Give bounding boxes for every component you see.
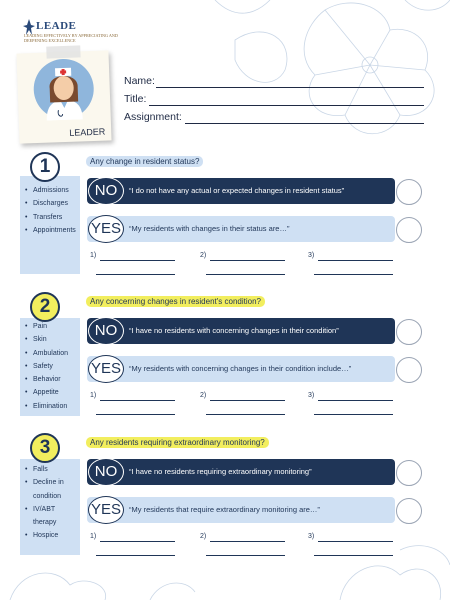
blank-line[interactable]	[96, 414, 175, 415]
blank-label: 2)	[200, 252, 207, 259]
hibiscus-decoration-icon	[175, 0, 450, 140]
yes-option[interactable]	[87, 356, 395, 382]
yes-option[interactable]	[87, 216, 395, 242]
section-question: Any residents requiring extraordinary monitoring?	[86, 437, 269, 448]
yes-checkbox[interactable]	[396, 217, 422, 243]
no-checkbox[interactable]	[396, 460, 422, 486]
yes-checkbox[interactable]	[396, 357, 422, 383]
section-2	[0, 290, 450, 420]
section-side-panel	[20, 176, 80, 274]
section-question: Any concerning changes in resident's condition?	[86, 296, 265, 307]
no-pill: NO	[88, 177, 124, 205]
name-field[interactable]	[156, 87, 424, 88]
list-item: • Decline in condition	[25, 476, 75, 503]
yes-statement: “My residents with changes in their status are…”	[129, 224, 290, 233]
blank-line[interactable]	[314, 274, 393, 275]
leader-card	[16, 50, 111, 143]
list-item: • Behavior	[25, 373, 68, 386]
list-item: • Ambulation	[25, 347, 68, 360]
section-number: 3	[30, 433, 60, 463]
yes-checkbox[interactable]	[396, 498, 422, 524]
blank-line[interactable]	[210, 260, 285, 261]
logo	[22, 18, 142, 52]
no-statement: “I do not have any actual or expected changes in resident status”	[129, 186, 345, 195]
section-number: 1	[30, 152, 60, 182]
no-statement: “I have no residents requiring extraordinary monitoring”	[129, 467, 312, 476]
blank-label: 1)	[90, 392, 97, 399]
section-question: Any change in resident status?	[86, 156, 203, 167]
assignment-field[interactable]	[185, 123, 424, 124]
leader-label: LEADER	[69, 126, 106, 138]
nurse-avatar-icon	[31, 57, 97, 121]
no-option[interactable]	[87, 178, 395, 204]
list-item: • Admissions	[25, 184, 76, 197]
blank-line[interactable]	[318, 400, 393, 401]
yes-pill: YES	[88, 496, 124, 524]
list-item: • Appetite	[25, 386, 68, 399]
blank-line[interactable]	[100, 400, 175, 401]
yes-pill: YES	[88, 355, 124, 383]
blank-line[interactable]	[314, 414, 393, 415]
blank-line[interactable]	[318, 260, 393, 261]
blank-label: 3)	[308, 392, 315, 399]
blank-label: 2)	[200, 392, 207, 399]
blank-label: 3)	[308, 252, 315, 259]
no-option[interactable]	[87, 318, 395, 344]
yes-statement: “My residents that require extraordinary monitoring are…”	[129, 505, 320, 514]
blank-line[interactable]	[96, 555, 175, 556]
blank-label: 2)	[200, 533, 207, 540]
no-checkbox[interactable]	[396, 179, 422, 205]
no-option[interactable]	[87, 459, 395, 485]
list-item: • IV/ABT therapy	[25, 503, 73, 530]
blank-line[interactable]	[210, 541, 285, 542]
blank-label: 3)	[308, 533, 315, 540]
blank-line[interactable]	[100, 260, 175, 261]
section-side-panel	[20, 459, 80, 555]
no-statement: “I have no residents with concerning changes in their condition”	[129, 326, 339, 335]
blank-line[interactable]	[318, 541, 393, 542]
no-pill: NO	[88, 458, 124, 486]
list-item: • Pain	[25, 320, 68, 333]
section-1	[0, 150, 450, 280]
blank-line[interactable]	[96, 274, 175, 275]
side-list	[25, 320, 68, 413]
blank-line[interactable]	[210, 400, 285, 401]
side-list	[25, 463, 75, 543]
list-item: • Appointments	[25, 224, 76, 237]
blank-line[interactable]	[206, 274, 285, 275]
section-side-panel	[20, 318, 80, 416]
yes-option[interactable]	[87, 497, 395, 523]
list-item: • Safety	[25, 360, 68, 373]
yes-statement: “My residents with concerning changes in their condition include…”	[129, 364, 352, 373]
section-3	[0, 431, 450, 561]
logo-tagline: LEADING EFFECTIVELY BY APPRECIATING AND DEEPENING EXCELLENCE	[24, 33, 118, 43]
blank-line[interactable]	[206, 555, 285, 556]
no-pill: NO	[88, 317, 124, 345]
title-label: Title:	[124, 93, 147, 105]
list-item: • Elimination	[25, 400, 68, 413]
name-label: Name:	[124, 75, 155, 87]
yes-pill: YES	[88, 215, 124, 243]
blank-line[interactable]	[206, 414, 285, 415]
blank-label: 1)	[90, 252, 97, 259]
section-number: 2	[30, 292, 60, 322]
blank-line[interactable]	[314, 555, 393, 556]
list-item: • Hospice	[25, 529, 75, 542]
side-list	[25, 184, 76, 237]
list-item: • Transfers	[25, 211, 76, 224]
blank-label: 1)	[90, 533, 97, 540]
list-item: • Discharges	[25, 197, 76, 210]
logo-wordmark: LEADE	[36, 20, 77, 32]
assignment-label: Assignment:	[124, 111, 182, 123]
list-item: • Skin	[25, 333, 68, 346]
blank-line[interactable]	[100, 541, 175, 542]
title-field[interactable]	[149, 105, 424, 106]
list-item: • Falls	[25, 463, 75, 476]
no-checkbox[interactable]	[396, 319, 422, 345]
